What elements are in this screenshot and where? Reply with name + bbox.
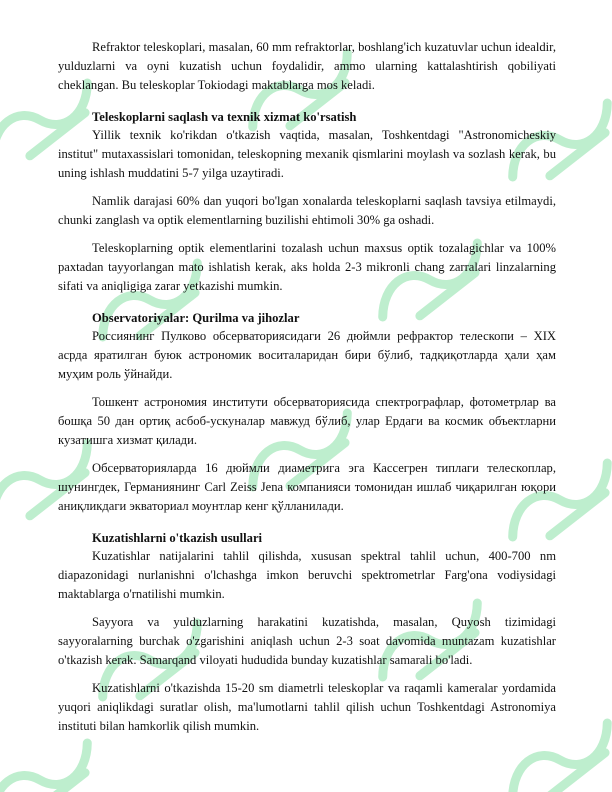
paragraph-humidity: Namlik darajasi 60% dan yuqori bo'lgan xonalarda teleskoplarni saqlash tavsiya etilmaydi, chunki zanglash va optik elementlarning buzilishi ehtimoli 30% ga oshadi. bbox=[58, 194, 556, 227]
paragraph-pulkovo: Россиянинг Пулково обсерваториясидаги 26 дюймли рефрактор телескопи – XIX асрда яратилган буюк астрономик воситаларидан бири бўлиб, тадқиқотларда ҳали ҳам муҳим роль ўйнайди. bbox=[58, 329, 556, 381]
paragraph-cameras: Kuzatishlarni o'tkazishda 15-20 sm diametrli teleskoplar va raqamli kameralar yordamida yuqori aniqlikdagi suratlar olish, ma'lumotlarni tahlil qilish uchun Toshkentdagi Astronomiya instituti bilan hamkorlik qilish mumkin. bbox=[58, 681, 556, 733]
heading-observation-methods: Kuzatishlarni o'tkazish usullari bbox=[92, 531, 263, 545]
watermark-mark bbox=[0, 728, 101, 792]
document-page bbox=[58, 38, 556, 736]
heading-telescope-maintenance: Teleskoplarni saqlash va texnik xizmat ko'rsatish bbox=[92, 110, 357, 124]
paragraph-tashkent-institute: Тошкент астрономия институти обсерваториясида спектрографлар, фотометрлар ва бошқа 50 дан ортиқ асбоб-ускуналар мавжуд бўлиб, улар Ердаги ва космик объектларни кузатишга хизмат қилади. bbox=[58, 395, 556, 447]
paragraph-cassegrain: Обсерваторияларда 16 дюймли диаметрига эга Кассегрен типлаги телескоплар, шунингдек, Германиянинг Carl Zeiss Jena компанияси томонидан ишлаб чиқарилган юқори аниқликдаги экваториал моунтлар кенг қўлланилади. bbox=[58, 461, 556, 513]
paragraph-annual-inspection: Yillik texnik ko'rikdan o'tkazish vaqtida, masalan, Toshkentdagi "Astronomicheskiy institut" mutaxassislari tomonidan, teleskopning mexanik qismlarini moylash va sozlash kerak, bu uning ishlash muddatini 5-7 yilga uzaytiradi. bbox=[58, 128, 556, 180]
paragraph-refractor-telescopes: Refraktor teleskoplari, masalan, 60 mm refraktorlar, boshlang'ich kuzatuvlar uchun idealdir, yulduzlarni va oyni kuzatish uchun foydalidir, ammo ularning kattalashtirish qobiliyati cheklangan. Bu teleskoplar Tokiodagi maktablarga mos keladi. bbox=[58, 40, 556, 92]
paragraph-optics-cleaning: Teleskoplarning optik elementlarini tozalash uchun maxsus optik tozalagichlar va 100% paxtadan tayyorlangan mato ishlatish kerak, aks holda 2-3 mikronli chang zarralari linzalarning sifati va aniqligiga zarar yetkazishi mumkin. bbox=[58, 241, 556, 293]
heading-observatories: Observatoriyalar: Qurilma va jihozlar bbox=[92, 311, 300, 325]
paragraph-planet-motion: Sayyora va yulduzlarning harakatini kuzatishda, masalan, Quyosh tizimidagi sayyoralarning burchak o'zgarishini aniqlash uchun 2-3 soat davomida muntazam kuzatishlar o'tkazish kerak. Samarqand viloyati hududida bunday kuzatishlar samarali bo'ladi. bbox=[58, 615, 556, 667]
paragraph-spectral-analysis: Kuzatishlar natijalarini tahlil qilishda, xususan spektral tahlil uchun, 400-700 nm diapazonidagi nurlanishni o'lchashga imkon beruvchi spektrometrlar Farg'ona vodiysidagi maktablarga o'rnatilishi mumkin. bbox=[58, 549, 556, 601]
